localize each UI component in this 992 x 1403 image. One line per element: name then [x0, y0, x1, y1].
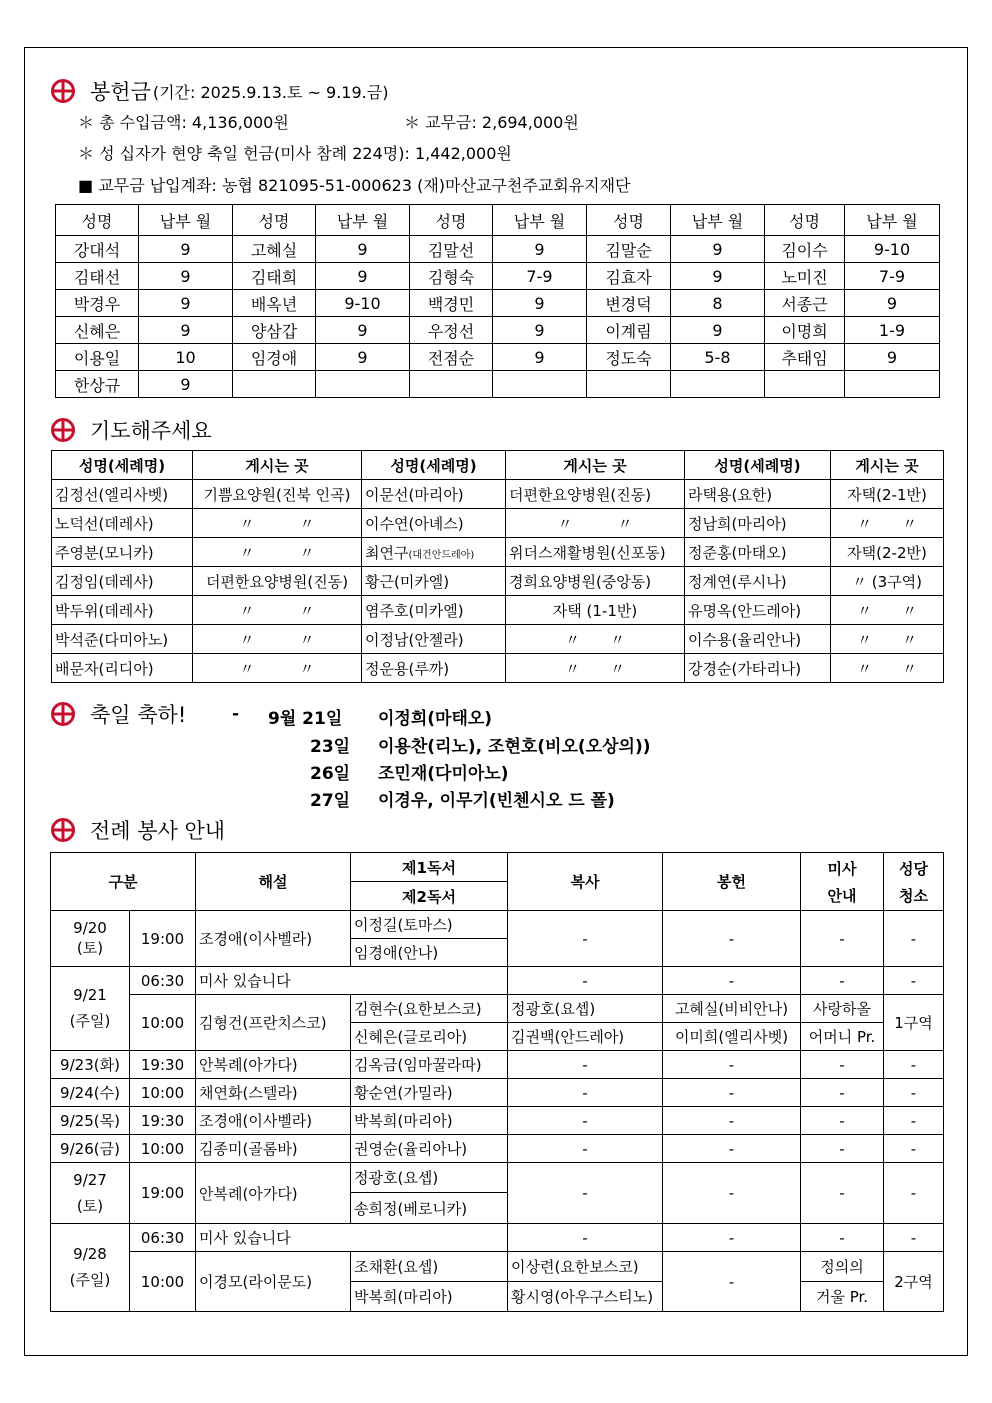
cleaning: 2구역: [884, 1252, 944, 1312]
person-place: 경희요양병원(중앙동): [506, 567, 685, 596]
feast-heading: [50, 699, 186, 729]
donor-month: 9: [139, 371, 233, 398]
col-name: 성명: [410, 205, 493, 236]
person-place: 〃 〃: [506, 654, 685, 683]
donor-month: 5-8: [671, 344, 765, 371]
table-row: [51, 995, 944, 1023]
col-place: 게시는 곳: [193, 451, 362, 480]
donor-name: 한상규: [56, 371, 139, 398]
guide: 사랑하올: [801, 995, 884, 1023]
reader2: 박복희(마리아): [351, 1282, 508, 1312]
commentator: 안복례(아가다): [196, 1163, 351, 1224]
prayer-table: [51, 450, 944, 683]
donor-month: 9: [493, 317, 587, 344]
guide: -: [801, 1163, 884, 1224]
person-name: 이수연(아녜스): [362, 509, 506, 538]
person-name: 염주호(미카엘): [362, 596, 506, 625]
col-name: 성명: [56, 205, 139, 236]
person-place: 더편한요양병원(진동): [193, 567, 362, 596]
donor-month: 9: [671, 317, 765, 344]
person-place: 자택(2-2반): [831, 538, 944, 567]
person-place: 〃 〃: [193, 654, 362, 683]
offertory: -: [663, 1163, 801, 1224]
acolyte: -: [508, 1163, 663, 1224]
col-cleaning-line1: 성당: [899, 859, 928, 878]
time: 10:00: [130, 1135, 196, 1163]
offertory: -: [663, 1135, 801, 1163]
col-place: 게시는 곳: [506, 451, 685, 480]
offering-header-row: [56, 205, 940, 236]
person-name: 이수용(율리안나): [685, 625, 831, 654]
donor-month: 9: [139, 263, 233, 290]
prayer-heading: [50, 415, 212, 445]
circle-cross-icon: [50, 817, 76, 843]
donor-month: 7-9: [493, 263, 587, 290]
donor-name: 임경애: [233, 344, 316, 371]
col-division: 구분: [51, 853, 196, 911]
person-name: 정계연(루시나): [685, 567, 831, 596]
guide: -: [801, 1051, 884, 1079]
date: 9/20: [73, 919, 107, 937]
time: 10:00: [130, 1079, 196, 1107]
person-place: 〃 〃: [831, 596, 944, 625]
col-place: 게시는 곳: [831, 451, 944, 480]
donor-name: 신혜은: [56, 317, 139, 344]
acolyte: -: [508, 1051, 663, 1079]
date: 9/27: [73, 1170, 107, 1189]
time: 06:30: [130, 1224, 196, 1252]
cleaning: -: [884, 1051, 944, 1079]
empty-cell: [316, 371, 410, 398]
feast-names: 이경우, 이무기(빈첸시오 드 폴): [378, 791, 615, 811]
person-name: 정준홍(마태오): [685, 538, 831, 567]
reader2: 송희정(베로니카): [351, 1193, 508, 1224]
donor-name: 김말선: [410, 236, 493, 263]
table-row: [51, 1163, 944, 1193]
donor-month: 9: [845, 344, 940, 371]
col-guide: [801, 853, 884, 911]
col-name: 성명: [233, 205, 316, 236]
person-place: 위더스재활병원(신포동): [506, 538, 685, 567]
empty-cell: [845, 371, 940, 398]
cleaning: 1구역: [884, 995, 944, 1051]
commentator: 이경모(라이문도): [196, 1252, 351, 1312]
acolyte: -: [508, 1135, 663, 1163]
donor-name: 이계림: [587, 317, 671, 344]
circle-cross-icon: [50, 417, 76, 443]
feast-dash: -: [232, 704, 240, 724]
guide: 어머니 Pr.: [801, 1023, 884, 1051]
donor-month: 7-9: [845, 263, 940, 290]
offertory: -: [663, 1079, 801, 1107]
offertory: -: [663, 1051, 801, 1079]
col-cleaning-line2: 청소: [899, 886, 928, 905]
cleaning: -: [884, 1135, 944, 1163]
table-row: [51, 1135, 944, 1163]
person-place: 자택 (1-1반): [506, 596, 685, 625]
table-row: [56, 236, 940, 263]
table-row: [56, 317, 940, 344]
donor-month: 9: [671, 263, 765, 290]
col-name: 성명: [587, 205, 671, 236]
acolyte: 황시영(아우구스티노): [508, 1282, 663, 1312]
liturgy-heading: [50, 815, 225, 845]
reader1: 정광호(요셉): [351, 1163, 508, 1193]
donor-name: 박경우: [56, 290, 139, 317]
table-row: [51, 911, 944, 939]
guide: -: [801, 1224, 884, 1252]
donor-name: 서종근: [765, 290, 845, 317]
donor-month: 9-10: [316, 290, 410, 317]
feast-title: 축일 축하!: [90, 703, 187, 727]
time: 19:00: [130, 1163, 196, 1224]
donor-month: 9: [493, 290, 587, 317]
circle-cross-icon: [50, 701, 76, 727]
donor-name: 김말순: [587, 236, 671, 263]
person-name: 강경순(가타리나): [685, 654, 831, 683]
donor-name: 우정선: [410, 317, 493, 344]
donor-month: 9: [139, 236, 233, 263]
guide: -: [801, 1107, 884, 1135]
person-name: 김정임(데레사): [52, 567, 193, 596]
weekday: (주일): [69, 1012, 111, 1030]
baptism-name-small: (대건안드레아): [408, 549, 475, 561]
commentator: 조경애(이사벨라): [196, 1107, 351, 1135]
donor-month: 9-10: [845, 236, 940, 263]
person-name: 정운용(루까): [362, 654, 506, 683]
table-row: [51, 1224, 944, 1252]
prayer-header-row: [52, 451, 944, 480]
date-cell: [51, 911, 130, 967]
commentator: 안복례(아가다): [196, 1051, 351, 1079]
guide: 거울 Pr.: [801, 1282, 884, 1312]
date-cell: [51, 1224, 130, 1312]
offering-total: ＊ 총 수입금액: 4,136,000원: [78, 113, 289, 132]
person-place: 자택(2-1반): [831, 480, 944, 509]
empty-cell: [671, 371, 765, 398]
col-month: 납부 월: [671, 205, 765, 236]
person-place: 〃 (3구역): [831, 567, 944, 596]
donor-name: 추태임: [765, 344, 845, 371]
person-name-text: 최연구: [365, 543, 409, 562]
guide: -: [801, 911, 884, 967]
donor-month: 9: [493, 344, 587, 371]
feast-names: 이정희(마태오): [378, 709, 493, 729]
person-place: 〃 〃: [193, 596, 362, 625]
donor-month: 9: [316, 263, 410, 290]
reader1: 김현수(요한보스코): [351, 995, 508, 1023]
offering-feast-note: ＊ 성 십자가 현양 축일 헌금(미사 참례 224명): 1,442,000원: [78, 144, 512, 163]
offertory: -: [663, 1252, 801, 1312]
acolyte: -: [508, 1079, 663, 1107]
donor-name: 김형숙: [410, 263, 493, 290]
person-name: 정남희(마리아): [685, 509, 831, 538]
weekday: (토): [76, 939, 104, 957]
donor-name: 변경덕: [587, 290, 671, 317]
feast-date: 9월 21일: [268, 709, 343, 729]
person-place: 〃 〃: [506, 509, 685, 538]
prayer-title: 기도해주세요: [90, 419, 212, 443]
offering-heading: [50, 76, 388, 106]
cleaning: -: [884, 1163, 944, 1224]
acolyte: 이상련(요한보스코): [508, 1252, 663, 1282]
col-guide-line1: 미사: [827, 859, 857, 878]
acolyte: -: [508, 1107, 663, 1135]
person-name: [362, 538, 506, 567]
time: 19:30: [130, 1107, 196, 1135]
offertory: -: [663, 1107, 801, 1135]
col-reading1: 제1독서: [351, 853, 508, 882]
empty-cell: [493, 371, 587, 398]
donor-month: 9: [671, 236, 765, 263]
date-cell: [51, 1163, 130, 1224]
date-cell: [51, 967, 130, 1051]
date: 9/21: [73, 986, 107, 1004]
empty-cell: [587, 371, 671, 398]
donor-name: 김태선: [56, 263, 139, 290]
donor-month: 8: [671, 290, 765, 317]
person-name: 김정선(엘리사벳): [52, 480, 193, 509]
reader1: 김옥금(임마꿀라따): [351, 1051, 508, 1079]
feast-date: 23일: [310, 737, 351, 757]
reader1: 권영순(율리아나): [351, 1135, 508, 1163]
person-place: 〃 〃: [831, 625, 944, 654]
person-place: 〃 〃: [831, 509, 944, 538]
donor-month: 9: [316, 317, 410, 344]
reader1: 박복희(마리아): [351, 1107, 508, 1135]
donor-month: 9: [316, 344, 410, 371]
person-name: 배문자(리디아): [52, 654, 193, 683]
mass-note: 미사 있습니다: [196, 967, 508, 995]
donor-month: 9: [139, 317, 233, 344]
donor-name: 김이수: [765, 236, 845, 263]
offering-diocese: ＊ 교무금: 2,694,000원: [404, 113, 579, 132]
table-row: [51, 1252, 944, 1282]
person-name: 이문선(마리아): [362, 480, 506, 509]
donor-name: 김효자: [587, 263, 671, 290]
donor-month: 1-9: [845, 317, 940, 344]
donor-name: 김태희: [233, 263, 316, 290]
time: 19:00: [130, 911, 196, 967]
donor-name: 노미진: [765, 263, 845, 290]
cleaning: -: [884, 1224, 944, 1252]
time: 10:00: [130, 1252, 196, 1312]
offering-title: 봉헌금: [90, 80, 151, 104]
offering-period: (기간: 2025.9.13.토 ~ 9.19.금): [152, 82, 389, 102]
donor-name: 강대석: [56, 236, 139, 263]
cleaning: -: [884, 967, 944, 995]
donor-month: 9: [139, 290, 233, 317]
col-guide-line2: 안내: [827, 886, 857, 905]
person-place: 〃 〃: [193, 509, 362, 538]
commentator: 조경애(이사벨라): [196, 911, 351, 967]
person-place: 〃 〃: [193, 625, 362, 654]
acolyte: -: [508, 967, 663, 995]
weekday: (토): [76, 1196, 104, 1215]
offertory: -: [663, 911, 801, 967]
col-name: 성명(세례명): [52, 451, 193, 480]
table-row: [52, 538, 944, 567]
col-reading2: 제2독서: [351, 882, 508, 911]
col-name: 성명(세례명): [362, 451, 506, 480]
col-cleaning: [884, 853, 944, 911]
feast-date: 26일: [310, 764, 351, 784]
table-row: [52, 596, 944, 625]
feast-date: 27일: [310, 791, 351, 811]
cleaning: -: [884, 1079, 944, 1107]
col-commentator: 해설: [196, 853, 351, 911]
reader1: 이정길(토마스): [351, 911, 508, 939]
person-place: 기쁨요양원(진북 인곡): [193, 480, 362, 509]
table-row: [51, 1079, 944, 1107]
offertory: 고혜실(비비안나): [663, 995, 801, 1023]
col-name: 성명(세례명): [685, 451, 831, 480]
cleaning: -: [884, 1107, 944, 1135]
donor-name: 양삼갑: [233, 317, 316, 344]
col-month: 납부 월: [316, 205, 410, 236]
person-name: 주영분(모니카): [52, 538, 193, 567]
col-acolyte: 복사: [508, 853, 663, 911]
person-name: 박석준(다미아노): [52, 625, 193, 654]
empty-cell: [765, 371, 845, 398]
acolyte: -: [508, 911, 663, 967]
table-row: [52, 480, 944, 509]
liturgy-title: 전례 봉사 안내: [90, 819, 226, 843]
col-month: 납부 월: [845, 205, 940, 236]
table-row: [56, 290, 940, 317]
donor-month: 9: [845, 290, 940, 317]
offering-account: ■ 교무금 납입계좌: 농협 821095-51-000623 (재)마산교구천주교회유지재단: [78, 176, 631, 195]
person-name: 라택용(요한): [685, 480, 831, 509]
reader2: 임경애(안나): [351, 939, 508, 967]
table-row: [56, 263, 940, 290]
table-row: [52, 509, 944, 538]
donor-name: 정도숙: [587, 344, 671, 371]
person-name: 황근(미카엘): [362, 567, 506, 596]
feast-names: 이용찬(리노), 조현호(비오(오상의)): [378, 737, 651, 757]
offertory: -: [663, 1224, 801, 1252]
date: 9/26(금): [51, 1135, 130, 1163]
col-name: 성명: [765, 205, 845, 236]
guide: 정의의: [801, 1252, 884, 1282]
guide: -: [801, 1135, 884, 1163]
person-place: 〃 〃: [506, 625, 685, 654]
date: 9/23(화): [51, 1051, 130, 1079]
person-name: 유명옥(안드레아): [685, 596, 831, 625]
guide: -: [801, 1079, 884, 1107]
date: 9/25(목): [51, 1107, 130, 1135]
table-row: [56, 344, 940, 371]
table-row: [52, 567, 944, 596]
time: 06:30: [130, 967, 196, 995]
table-row: [51, 1051, 944, 1079]
liturgy-header-row: [51, 853, 944, 882]
date: 9/24(수): [51, 1079, 130, 1107]
reader1: 황순연(가밀라): [351, 1079, 508, 1107]
person-name: 박두위(데레사): [52, 596, 193, 625]
table-row: [52, 625, 944, 654]
offertory: -: [663, 967, 801, 995]
acolyte: -: [508, 1224, 663, 1252]
mass-note: 미사 있습니다: [196, 1224, 508, 1252]
person-place: 〃 〃: [193, 538, 362, 567]
offering-table: [55, 204, 940, 398]
acolyte: 정광호(요셉): [508, 995, 663, 1023]
empty-cell: [233, 371, 316, 398]
donor-name: 백경민: [410, 290, 493, 317]
person-place: 〃 〃: [831, 654, 944, 683]
donor-month: 10: [139, 344, 233, 371]
commentator: 김종미(골롬바): [196, 1135, 351, 1163]
reader2: 신혜은(글로리아): [351, 1023, 508, 1051]
donor-name: 배옥년: [233, 290, 316, 317]
cleaning: -: [884, 911, 944, 967]
date: 9/28: [73, 1245, 107, 1263]
person-place: 더편한요양병원(진동): [506, 480, 685, 509]
table-row: [56, 371, 940, 398]
reader1: 조채환(요셉): [351, 1252, 508, 1282]
circle-cross-icon: [50, 78, 76, 104]
guide: -: [801, 967, 884, 995]
col-month: 납부 월: [493, 205, 587, 236]
weekday: (주일): [69, 1271, 111, 1289]
offertory: 이미희(엘리사벳): [663, 1023, 801, 1051]
table-row: [52, 654, 944, 683]
col-offertory: 봉헌: [663, 853, 801, 911]
empty-cell: [410, 371, 493, 398]
person-name: 이정남(안젤라): [362, 625, 506, 654]
feast-names: 조민재(다미아노): [378, 764, 509, 784]
liturgy-table: [50, 852, 944, 1312]
table-row: [51, 967, 944, 995]
donor-name: 고혜실: [233, 236, 316, 263]
time: 19:30: [130, 1051, 196, 1079]
donor-name: 이용일: [56, 344, 139, 371]
donor-month: 9: [316, 236, 410, 263]
donor-name: 전점순: [410, 344, 493, 371]
person-name: 노덕선(데레사): [52, 509, 193, 538]
table-row: [51, 1107, 944, 1135]
time: 10:00: [130, 995, 196, 1051]
donor-month: 9: [493, 236, 587, 263]
acolyte: 김권백(안드레아): [508, 1023, 663, 1051]
donor-name: 이명희: [765, 317, 845, 344]
commentator: 채연화(스텔라): [196, 1079, 351, 1107]
col-month: 납부 월: [139, 205, 233, 236]
commentator: 김형건(프란치스코): [196, 995, 351, 1051]
